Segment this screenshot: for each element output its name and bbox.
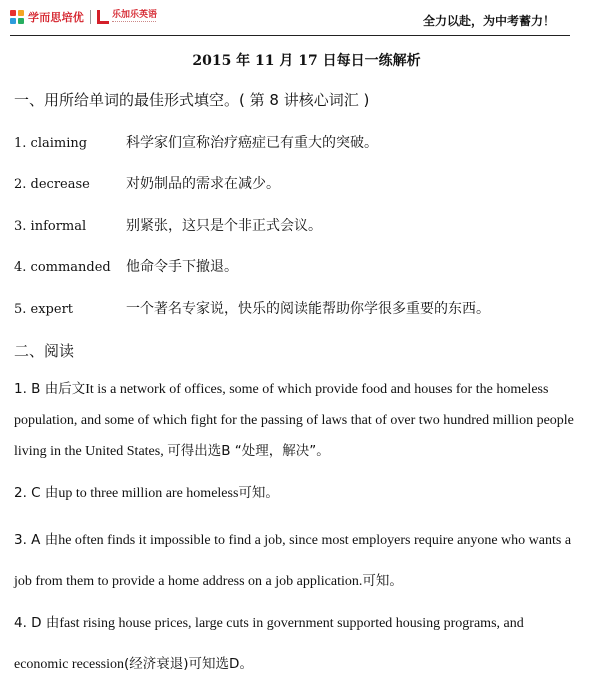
page-header bbox=[0, 0, 613, 38]
answer-prefix: 4. D 由 bbox=[14, 615, 60, 631]
answer-suffix: (经济衰退)可知选D。 bbox=[124, 656, 253, 672]
answer-quote: It is a network of offices, some of which provide food and houses for the homeless population, and some of which fight for the passing of laws that of over two hundred million people living in the United States, bbox=[14, 382, 574, 459]
lejiale-logo-subline bbox=[112, 21, 156, 25]
vocab-meaning: 科学家们宣称治疗癌症已有重大的突破。 bbox=[126, 135, 378, 151]
vocab-item bbox=[14, 173, 280, 193]
answer-quote: he often finds it impossible to find a job, since most employers require anyone who wants a job from them to provide a home address on a job application. bbox=[14, 533, 572, 589]
answer-suffix: 可知。 bbox=[362, 573, 403, 589]
page-title: 2015 年 11 月 17 日每日一练解析 bbox=[192, 53, 421, 69]
lejiale-logo-text: 乐加乐英语 bbox=[112, 9, 158, 20]
vocab-item bbox=[14, 256, 238, 276]
logo-divider bbox=[90, 10, 91, 24]
answer-quote: up to three million are homeless bbox=[58, 486, 239, 501]
vocab-meaning: 他命令手下撤退。 bbox=[126, 259, 238, 275]
answer-prefix: 1. B 由后文 bbox=[14, 381, 86, 397]
answer-suffix: 可得出选B “处理，解决”。 bbox=[167, 443, 330, 459]
section-1-heading: 一、用所给单词的最佳形式填空。( 第 8 讲核心词汇 ) bbox=[14, 91, 370, 109]
brand-logos bbox=[10, 5, 157, 29]
vocab-meaning: 一个著名专家说，快乐的阅读能帮助你学很多重要的东西。 bbox=[126, 301, 490, 317]
vocab-item bbox=[14, 215, 322, 235]
vocab-meaning: 对奶制品的需求在减少。 bbox=[126, 176, 280, 192]
answer-prefix: 2. C 由 bbox=[14, 485, 59, 501]
header-slogan: 全力以赴，为中考蓄力！ bbox=[422, 14, 555, 28]
answer-suffix: 可知。 bbox=[238, 485, 279, 501]
header-rule bbox=[10, 35, 570, 36]
section-2-heading: 二、阅读 bbox=[14, 342, 75, 360]
answer-quote: fast rising house prices, large cuts in government supported housing programs, and economic recession bbox=[14, 616, 524, 672]
answer-paragraph bbox=[14, 603, 574, 685]
lejiale-logo-icon bbox=[97, 10, 109, 24]
vocab-word: 4. commanded bbox=[14, 260, 111, 275]
xueersi-logo-text: 学而思培优 bbox=[28, 11, 84, 24]
answer-paragraph bbox=[14, 374, 574, 467]
vocab-word: 3. informal bbox=[14, 219, 87, 234]
answer-prefix: 3. A 由 bbox=[14, 532, 59, 548]
vocab-word: 5. expert bbox=[14, 302, 74, 317]
vocab-word: 2. decrease bbox=[14, 177, 90, 192]
answer-paragraph bbox=[14, 520, 574, 602]
vocab-item bbox=[14, 132, 378, 152]
vocab-meaning: 别紧张，这只是个非正式会议。 bbox=[126, 218, 322, 234]
answer-paragraph bbox=[14, 478, 574, 509]
vocab-item bbox=[14, 298, 490, 318]
xueersi-logo-icon bbox=[10, 10, 25, 25]
vocab-word: 1. claiming bbox=[14, 136, 88, 151]
